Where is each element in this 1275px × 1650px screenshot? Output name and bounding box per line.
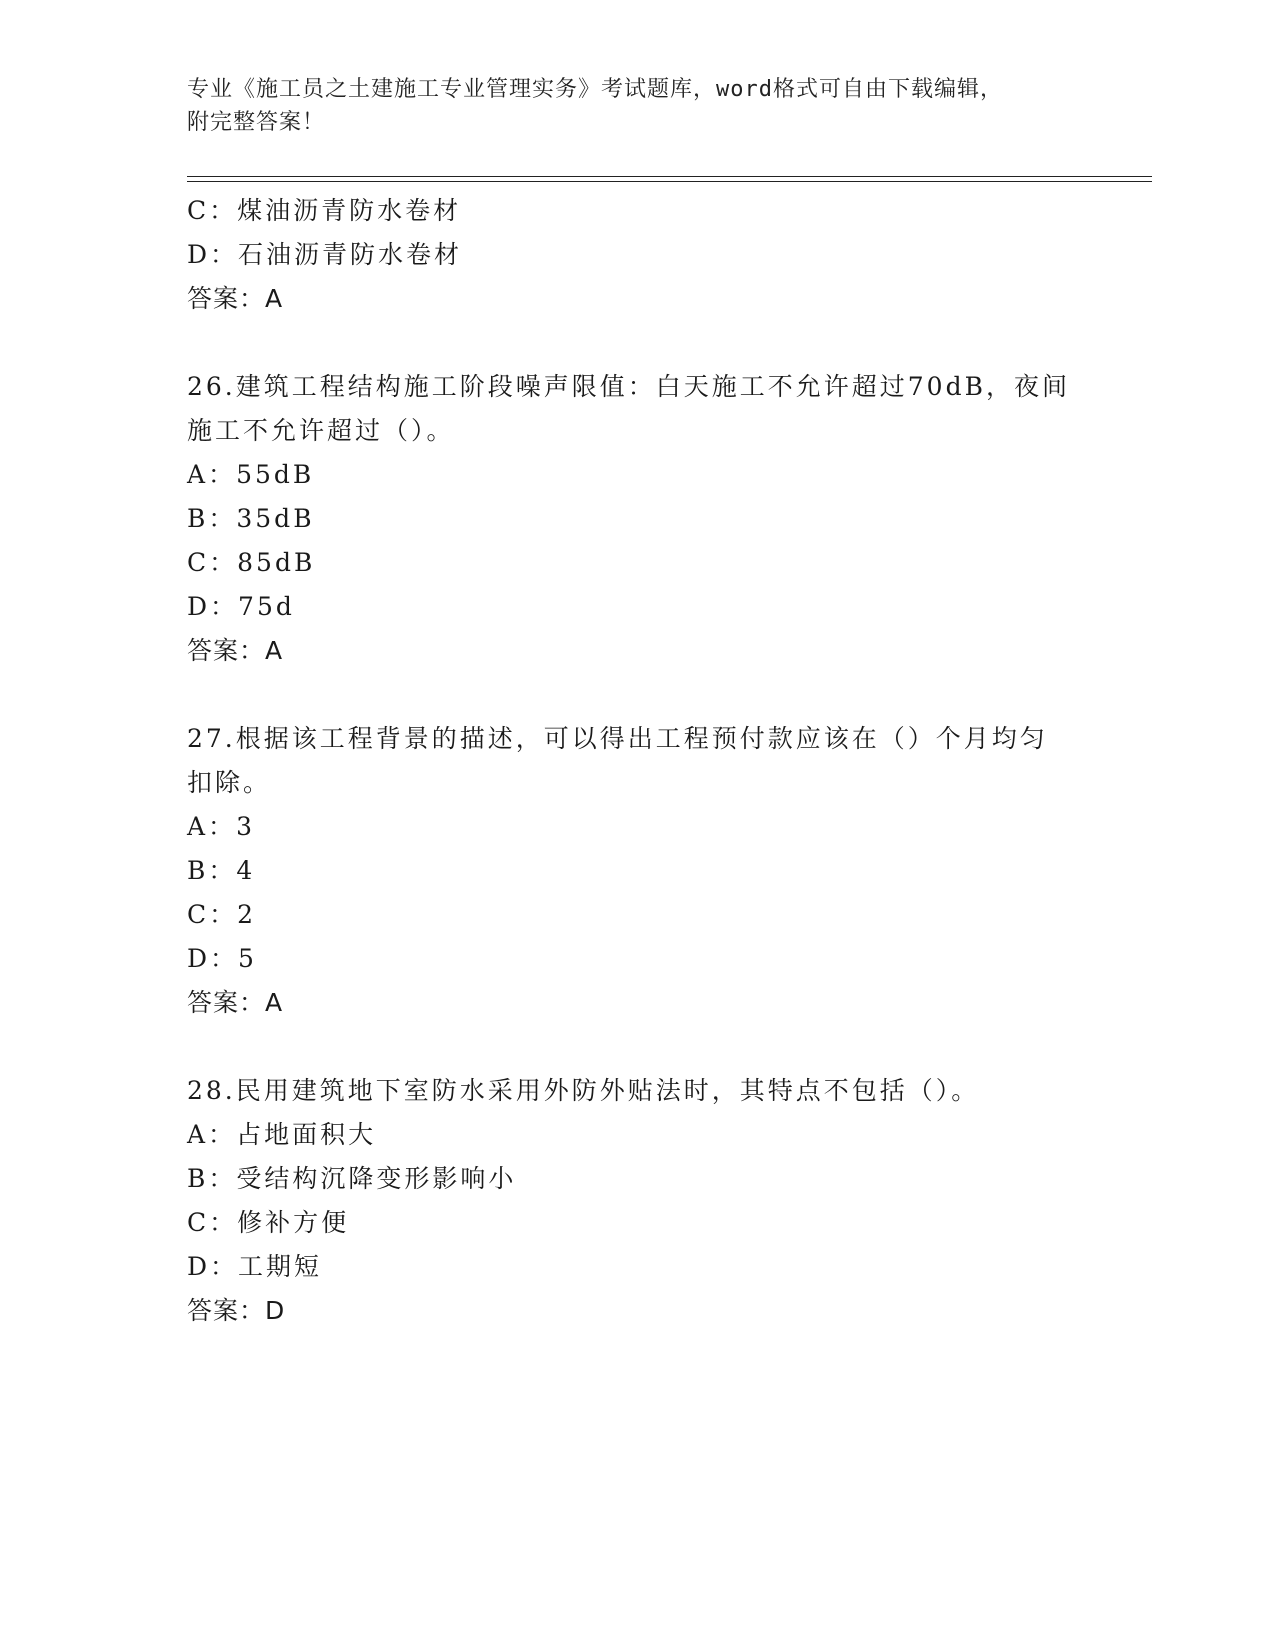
- header-divider-bottom: [187, 181, 1152, 182]
- option-text: 受结构沉降变形影响小: [236, 1164, 517, 1193]
- option-label: A：: [187, 460, 237, 489]
- header-line-2: 附完整答案！: [187, 110, 326, 135]
- option-label: C：: [187, 1208, 238, 1237]
- option-text: 5: [238, 944, 257, 973]
- option-label: C：: [187, 900, 238, 929]
- q26-option-b: [187, 496, 315, 542]
- option-label: B：: [187, 504, 237, 533]
- q28-option-d: [187, 1244, 322, 1290]
- q25-option-d: [187, 232, 462, 278]
- q28-option-a: [187, 1112, 376, 1158]
- q27-option-c: [187, 892, 256, 938]
- q26-option-a: [187, 452, 314, 498]
- header-line-1: 专业《施工员之土建施工专业管理实务》考试题库，word格式可自由下载编辑，: [187, 77, 1003, 102]
- option-text: 2: [237, 900, 257, 929]
- option-text: 75d: [238, 592, 295, 621]
- q27-option-d: [187, 936, 257, 982]
- document-header: [187, 73, 1087, 139]
- q26-stem-line-1: 26.建筑工程结构施工阶段噪声限值：白天施工不允许超过70dB，夜间: [187, 372, 1070, 401]
- q28-option-b: [187, 1156, 516, 1202]
- q27-option-a: [187, 804, 255, 850]
- q28-option-c: [187, 1200, 349, 1246]
- q25-answer: 答案：A: [187, 284, 284, 313]
- option-label: C：: [187, 548, 238, 577]
- header-divider-top: [187, 176, 1152, 177]
- q26-stem-line-2: 施工不允许超过（）。: [187, 416, 455, 445]
- option-label: B：: [187, 856, 237, 885]
- q27-stem-line-2: 扣除。: [187, 768, 272, 797]
- option-label: D：: [187, 592, 239, 621]
- option-text: 55dB: [236, 460, 315, 489]
- option-text: 石油沥青防水卷材: [238, 240, 463, 269]
- option-text: 修补方便: [237, 1208, 350, 1237]
- option-label: D：: [187, 944, 239, 973]
- q25-option-c: [187, 188, 461, 234]
- option-text: 煤油沥青防水卷材: [237, 196, 462, 225]
- option-label: B：: [187, 1164, 237, 1193]
- q27-stem-line-1: 27.根据该工程背景的描述，可以得出工程预付款应该在（）个月均匀: [187, 724, 1048, 753]
- q28-stem-line-1: 28.民用建筑地下室防水采用外防外贴法时，其特点不包括（）。: [187, 1076, 980, 1105]
- option-text: 85dB: [237, 548, 316, 577]
- option-text: 工期短: [238, 1252, 323, 1281]
- q26-option-c: [187, 540, 315, 586]
- option-label: A：: [187, 812, 237, 841]
- option-label: D：: [187, 1252, 239, 1281]
- option-label: A：: [187, 1120, 237, 1149]
- q26-option-d: [187, 584, 295, 630]
- q26-answer: 答案：A: [187, 636, 284, 665]
- option-text: 4: [236, 856, 256, 885]
- option-label: D：: [187, 240, 239, 269]
- option-text: 35dB: [236, 504, 315, 533]
- option-label: C：: [187, 196, 238, 225]
- q28-answer: 答案：D: [187, 1296, 286, 1325]
- option-text: 3: [236, 812, 255, 841]
- q27-answer: 答案：A: [187, 988, 284, 1017]
- q27-option-b: [187, 848, 255, 894]
- option-text: 占地面积大: [236, 1120, 377, 1149]
